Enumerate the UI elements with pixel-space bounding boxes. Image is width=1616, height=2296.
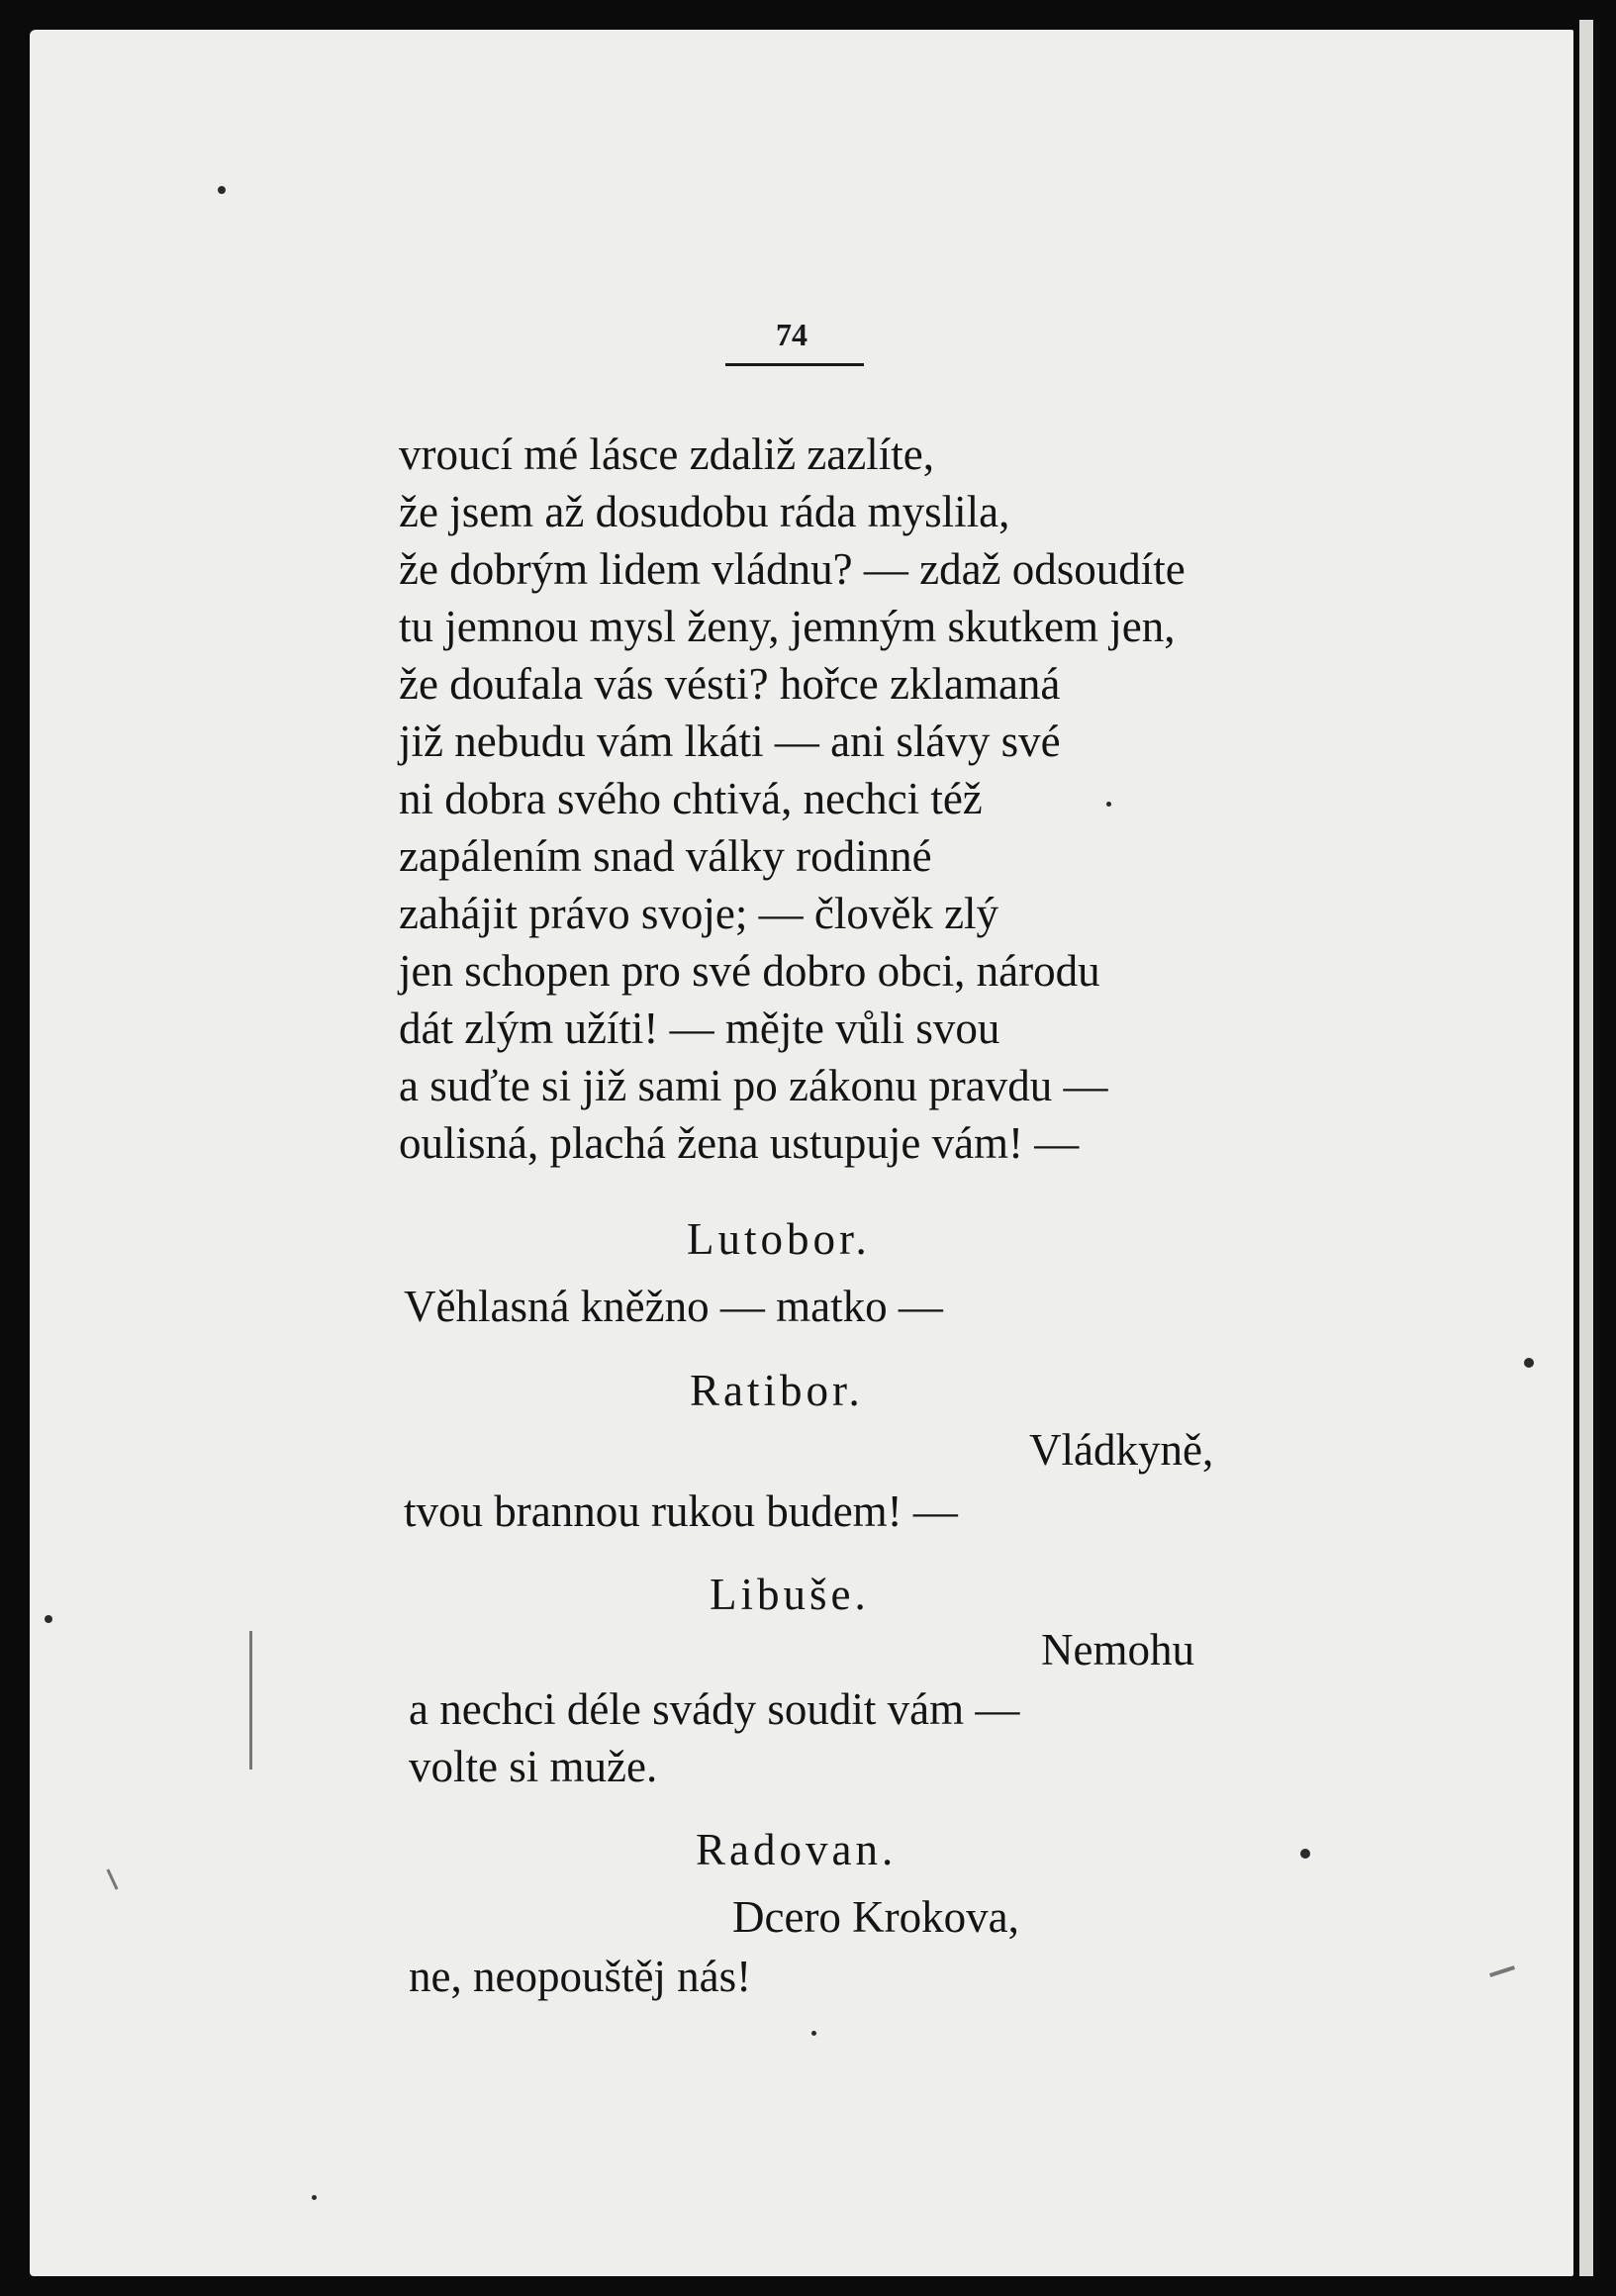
scan-speck [811,2031,816,2036]
verse-line: vroucí mé lásce zdaliž zazlíte, [399,430,934,479]
speaker-name: Radovan. [696,1825,898,1874]
scan-speck [218,186,226,194]
verse-line: oulisná, plachá žena ustupuje vám! — [399,1118,1080,1168]
verse-line: jen schopen pro své dobro obci, národu [399,946,1100,996]
verse-line: zahájit právo svoje; — člověk zlý [399,889,999,938]
verse-line: a suďte si již sami po zákonu pravdu — [399,1061,1108,1110]
scan-speck [1106,802,1111,807]
dialogue-line: Vládkyně, [1029,1425,1214,1475]
verse-line: tu jemnou mysl ženy, jemným skutkem jen, [399,602,1176,651]
dialogue-line: a nechci déle svády soudit vám — [409,1684,1020,1734]
verse-line: již nebudu vám lkáti — ani slávy své [399,717,1061,766]
scan-edge [1579,20,1593,2276]
dialogue-line: Dcero Krokova, [732,1892,1019,1942]
verse-line: zapálením snad války rodinné [399,831,932,881]
dialogue-line: Věhlasná kněžno — matko — [404,1282,943,1331]
speaker-name: Ratibor. [690,1366,864,1415]
scan-speck [312,2195,317,2200]
speaker-name: Libuše. [710,1570,870,1619]
scan-speck [45,1615,52,1623]
scan-streak [249,1631,252,1770]
dialogue-line: Nemohu [1041,1625,1194,1674]
dialogue-line: tvou brannou rukou budem! — [404,1486,958,1536]
verse-line: že dobrým lidem vládnu? — zdaž odsoudíte [399,544,1186,594]
page-number-rule [725,363,864,366]
verse-line: dát zlým užíti! — mějte vůli svou [399,1004,1000,1053]
dialogue-line: volte si muže. [409,1742,658,1791]
scan-speck [1524,1358,1534,1368]
scan-speck [1300,1849,1310,1859]
speaker-name: Lutobor. [687,1214,871,1264]
dialogue-line: ne, neopouštěj nás! [409,1952,752,2001]
page-number: 74 [776,317,808,352]
verse-line: ni dobra svého chtivá, nechci též [399,774,983,823]
verse-line: že doufala vás vésti? hořce zklamaná [399,659,1061,709]
verse-line: že jsem až dosudobu ráda myslila, [399,487,1010,536]
